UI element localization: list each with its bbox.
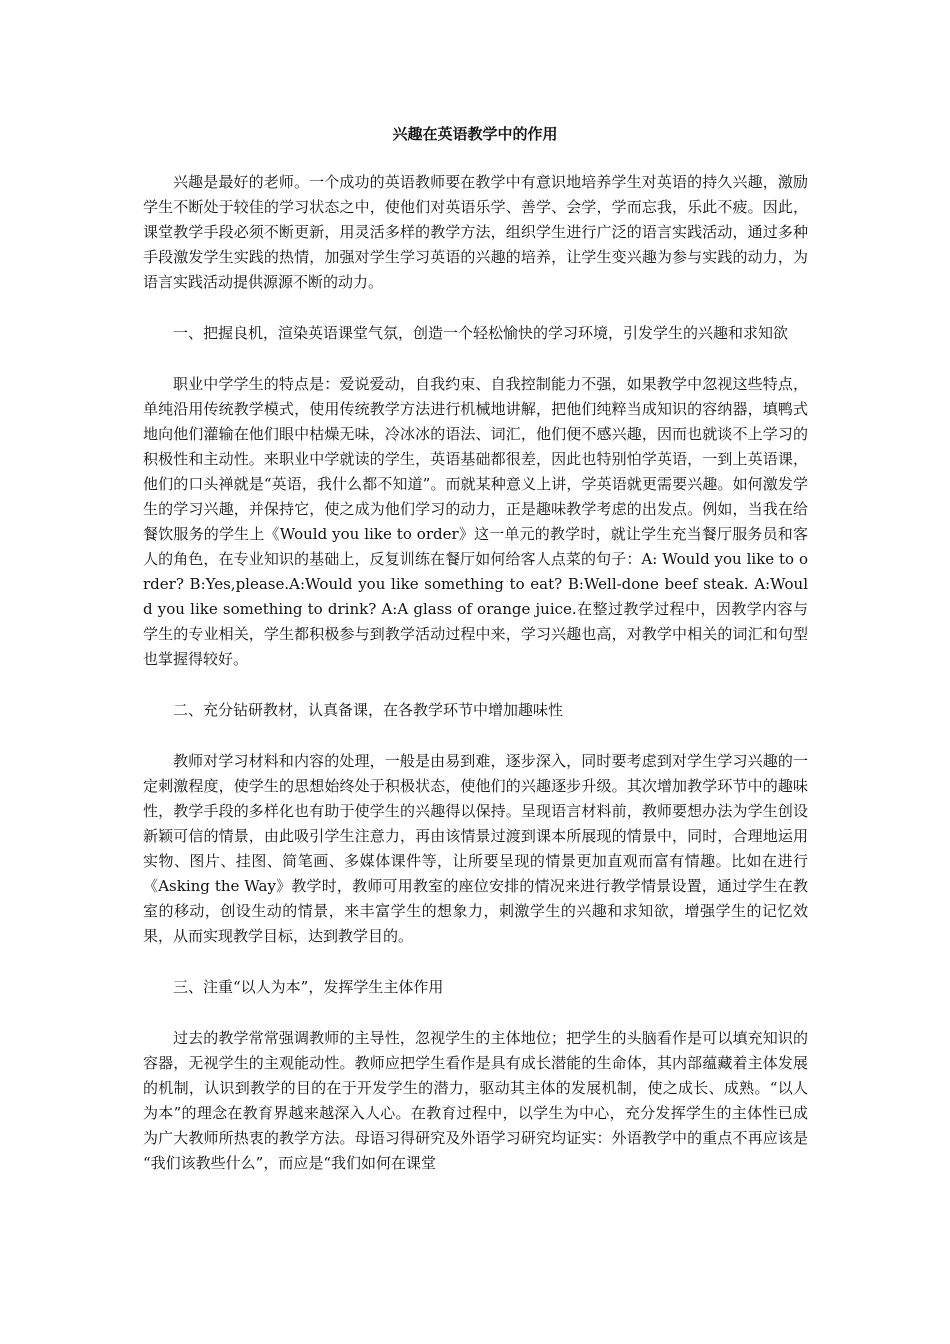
document-body (143, 170, 808, 1202)
section-2-paragraph: 教师对学习材料和内容的处理，一般是由易到难，逐步深入，同时要考虑到对学生学习兴趣的一定刺激程度，使学生的思想始终处于积极状态，使他们的兴趣逐步升级。其次增加教学环节中的趣味性，教学手段的多样化也有助于使学生的兴趣得以保持。呈现语言材料前，教师要想办法为学生创设新颖可信的情景，由此吸引学生注意力，再由该情景过渡到课本所展现的情景中，同时，合理地运用实物、图片、挂图、简笔画、多媒体课件等，让所要呈现的情景更加直观而富有情趣。比如在进行《Asking the Way》教学时，教师可用教室的座位安排的情况来进行教学情景设置，通过学生在教室的移动，创设生动的情景，来丰富学生的想象力，刺激学生的兴趣和求知欲，增强学生的记忆效果，从而实现教学目标，达到教学目的。 (143, 752, 808, 945)
intro-paragraph: 兴趣是最好的老师。一个成功的英语教师要在教学中有意识地培养学生对英语的持久兴趣，激励学生不断处于较佳的学习状态之中，使他们对英语乐学、善学、会学，学而忘我，乐此不疲。因此，课堂教学手段必须不断更新，用灵活多样的教学方法，组织学生进行广泛的语言实践活动，通过多种手段激发学生实践的热情，加强对学生学习英语的兴趣的培养，让学生变兴趣为参与实践的动力，为语言实践活动提供源源不断的动力。 (143, 173, 808, 291)
section-heading-1: 一、把握良机，渲染英语课堂气氛，创造一个轻松愉快的学习环境，引发学生的兴趣和求知欲 (173, 324, 789, 342)
section-1-paragraph: 职业中学学生的特点是：爱说爱动，自我约束、自我控制能力不强，如果教学中忽视这些特点，单纯沿用传统教学模式，使用传统教学方法进行机械地讲解，把他们纯粹当成知识的容纳器，填鸭式地向他们灌输在他们眼中枯燥无味，冷冰冰的语法、词汇，他们便不感兴趣，因而也就谈不上学习的积极性和主动性。来职业中学就读的学生，英语基础都很差，因此也特别怕学英语，一到上英语课，他们的口头禅就是“英语，我什么都不知道”。而就某种意义上讲，学英语就更需要兴趣。如何激发学生的学习兴趣，并保持它，使之成为他们学习的动力，正是趣味教学考虑的出发点。例如，当我在给餐饮服务的学生上《Would you like to order》这一单元的教学时，就让学生充当餐厅服务员和客人的角色，在专业知识的基础上，反复训练在餐厅如何给客人点菜的句子：A: Would you like to order? B:Yes,please.A:Would you like something to eat? B:Well-done beef steak. A:Would you like something to drink? A:A glass of orange juice.在整过教学过程中，因教学内容与学生的专业相关，学生都积极参与到教学活动过程中来，学习兴趣也高，对教学中相关的词汇和句型也掌握得较好。 (143, 375, 808, 668)
section-heading-2: 二、充分钻研教材，认真备课，在各教学环节中增加趣味性 (173, 701, 564, 719)
document-title: 兴趣在英语教学中的作用 (392, 125, 558, 143)
section-heading-3: 三、注重“以人为本”，发挥学生主体作用 (173, 978, 444, 996)
section-3-paragraph: 过去的教学常常强调教师的主导性，忽视学生的主体地位；把学生的头脑看作是可以填充知识的容器，无视学生的主观能动性。教师应把学生看作是具有成长潜能的生命体，其内部蕴藏着主体发展的机制，认识到教学的目的在于开发学生的潜力，驱动其主体的发展机制，使之成长、成熟。“以人为本”的理念在教育界越来越深入人心。在教育过程中，以学生为中心，充分发挥学生的主体性已成为广大教师所热衷的教学方法。母语习得研究及外语学习研究均证实：外语教学中的重点不再应该是 “我们该教些什么”，而应是“我们如何在课堂 (143, 1029, 808, 1172)
